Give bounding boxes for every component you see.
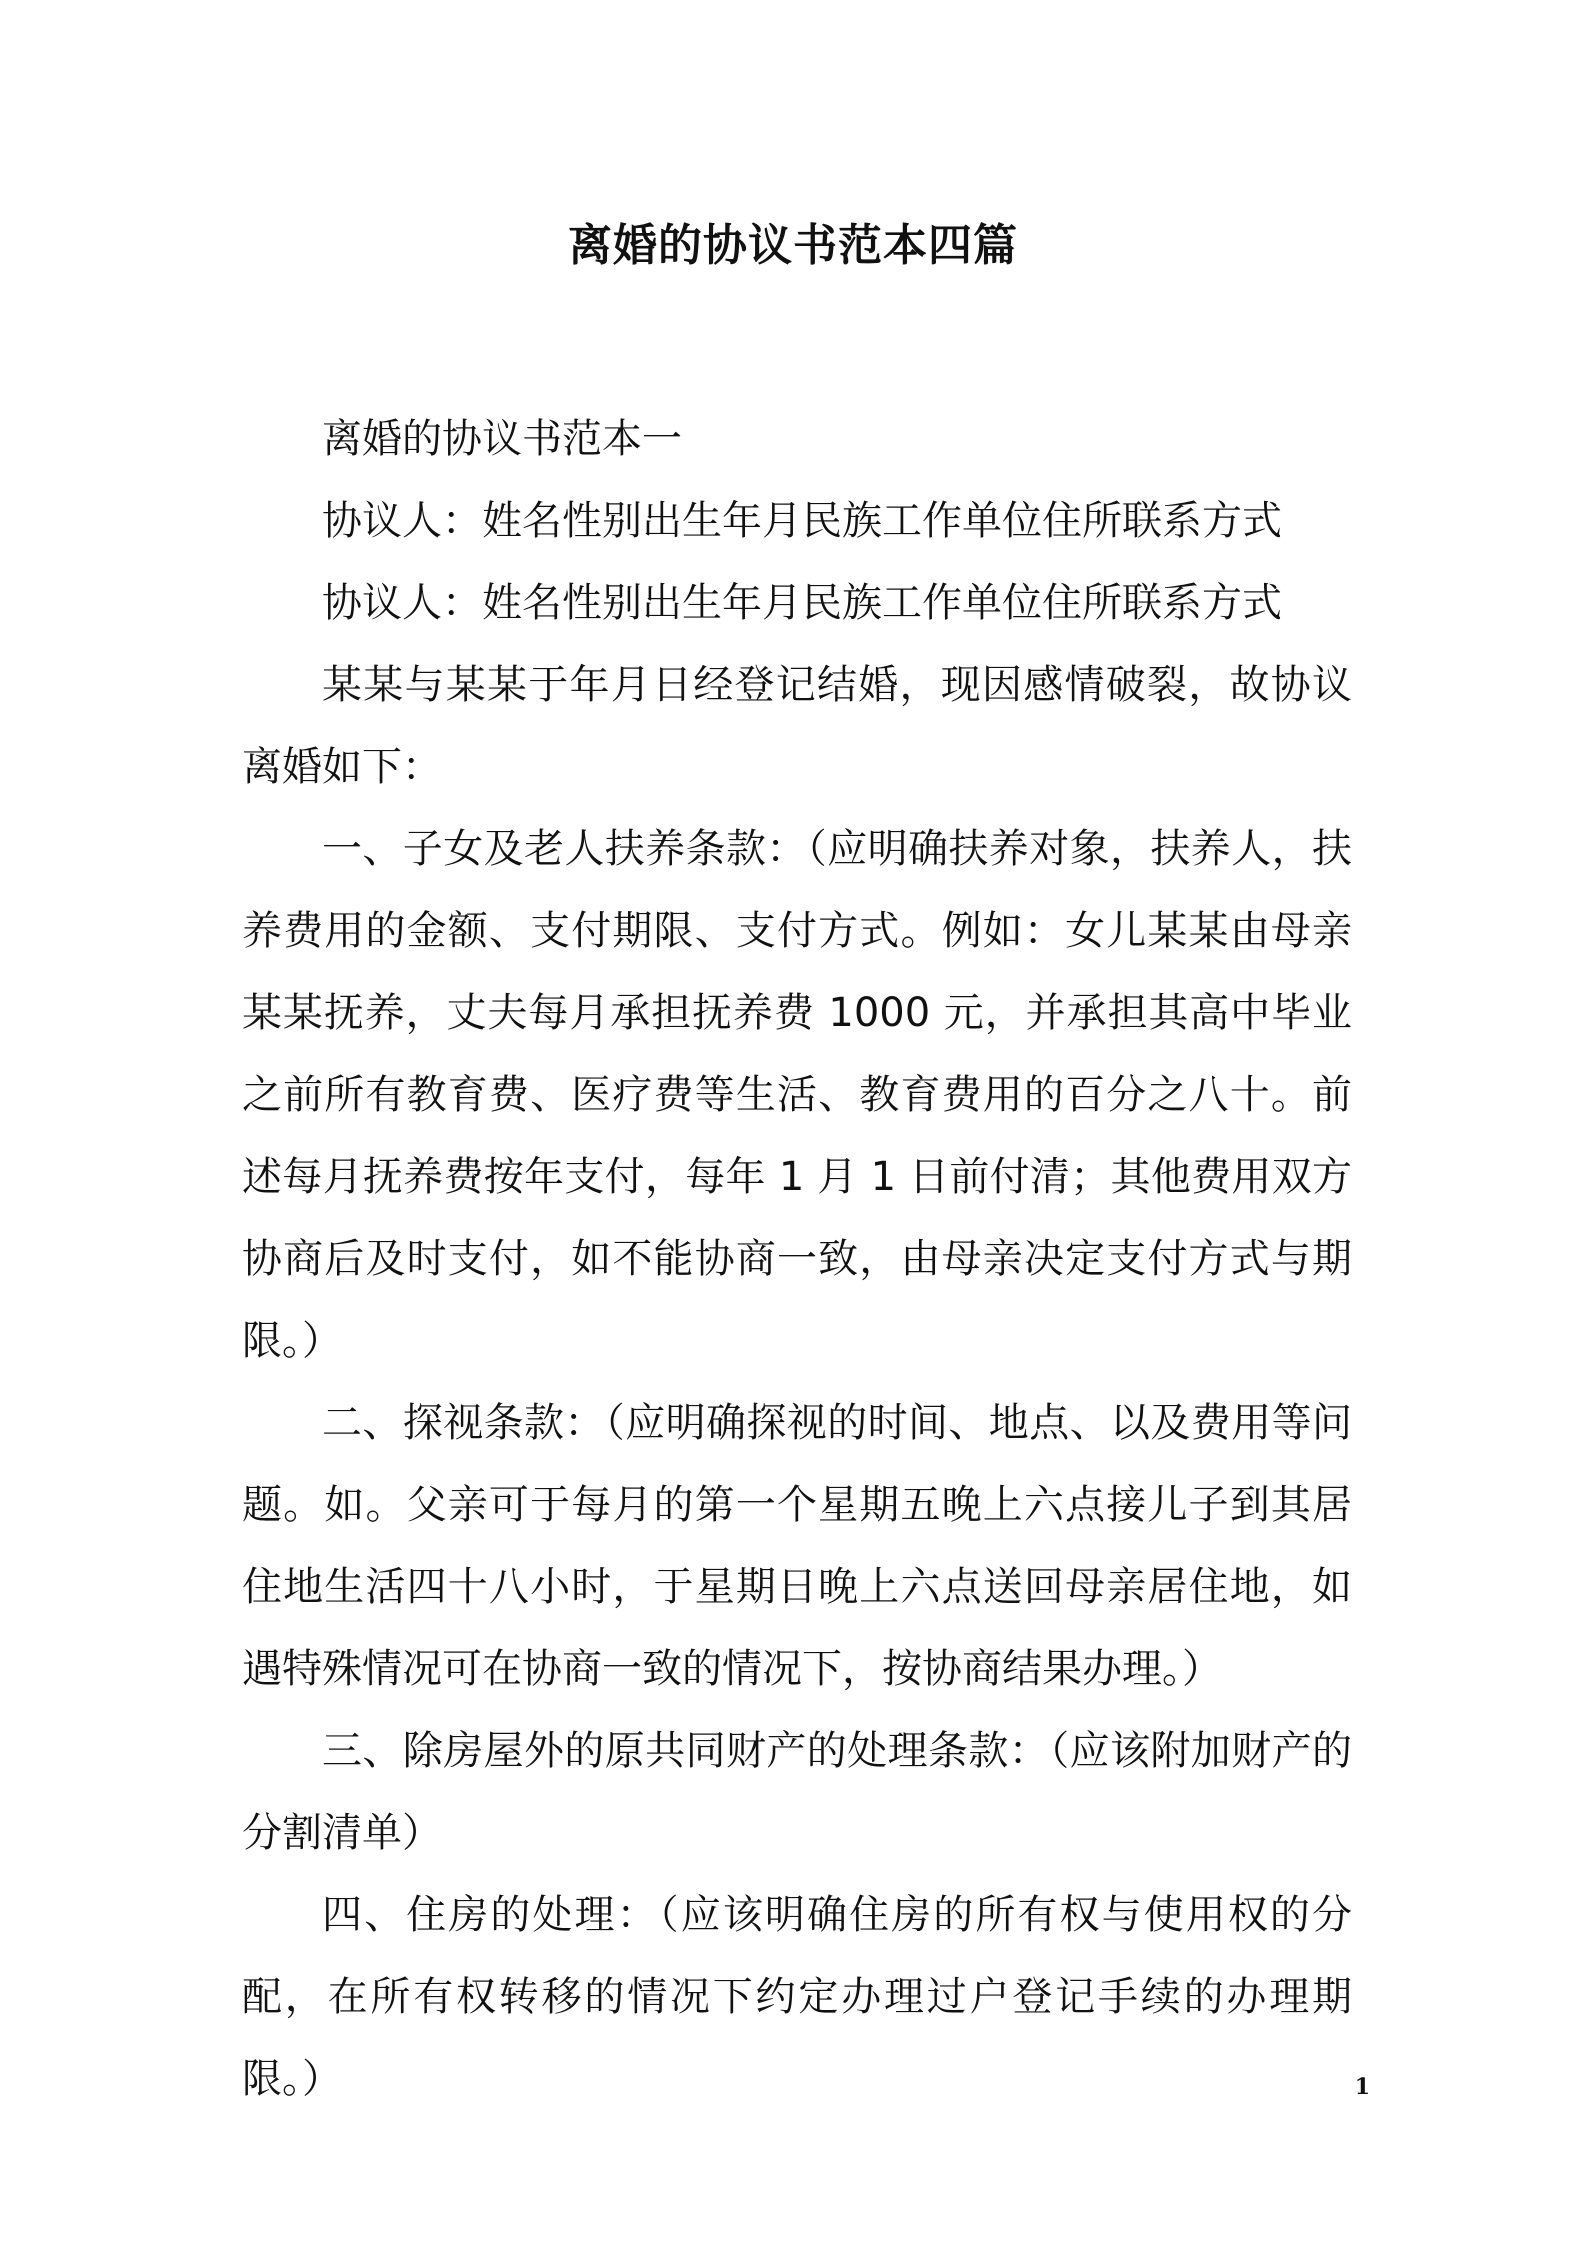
clause-4-paragraph: 四、住房的处理：（应该明确住房的所有权与使用权的分配，在所有权转移的情况下约定办理过户登记手续的办理期限。）	[242, 1892, 1352, 2102]
clause-1-paragraph: 一、子女及老人扶养条款：（应明确扶养对象，扶养人，扶养费用的金额、支付期限、支付方式。例如：女儿某某由母亲某某抚养，丈夫每月承担抚养费 1000 元，并承担其高中毕业之前所有教育费、医疗费等生活、教育费用的百分之八十。前述每月抚养费按年支付，每年 1 月 1 日前付清；其他费用双方协商后及时支付，如不能协商一致，由母亲决定支付方式与期限。）	[242, 826, 1352, 1364]
section-heading: 离婚的协议书范本一	[322, 416, 682, 462]
page-number: 1	[1354, 2074, 1370, 2100]
clause-3-paragraph: 三、除房屋外的原共同财产的处理条款：（应该附加财产的分割清单）	[242, 1728, 1352, 1856]
document-body	[242, 398, 1352, 2120]
party-line-1: 协议人：姓名性别出生年月民族工作单位住所联系方式	[322, 498, 1282, 544]
intro-paragraph: 某某与某某于年月日经登记结婚，现因感情破裂，故协议离婚如下：	[242, 662, 1352, 790]
document-title: 离婚的协议书范本四篇	[568, 220, 1018, 271]
clause-2-paragraph: 二、探视条款：（应明确探视的时间、地点、以及费用等问题。如。父亲可于每月的第一个星期五晚上六点接儿子到其居住地生活四十八小时，于星期日晚上六点送回母亲居住地，如遇特殊情况可在协商一致的情况下，按协商结果办理。）	[242, 1400, 1352, 1692]
party-line-2: 协议人：姓名性别出生年月民族工作单位住所联系方式	[322, 580, 1282, 626]
